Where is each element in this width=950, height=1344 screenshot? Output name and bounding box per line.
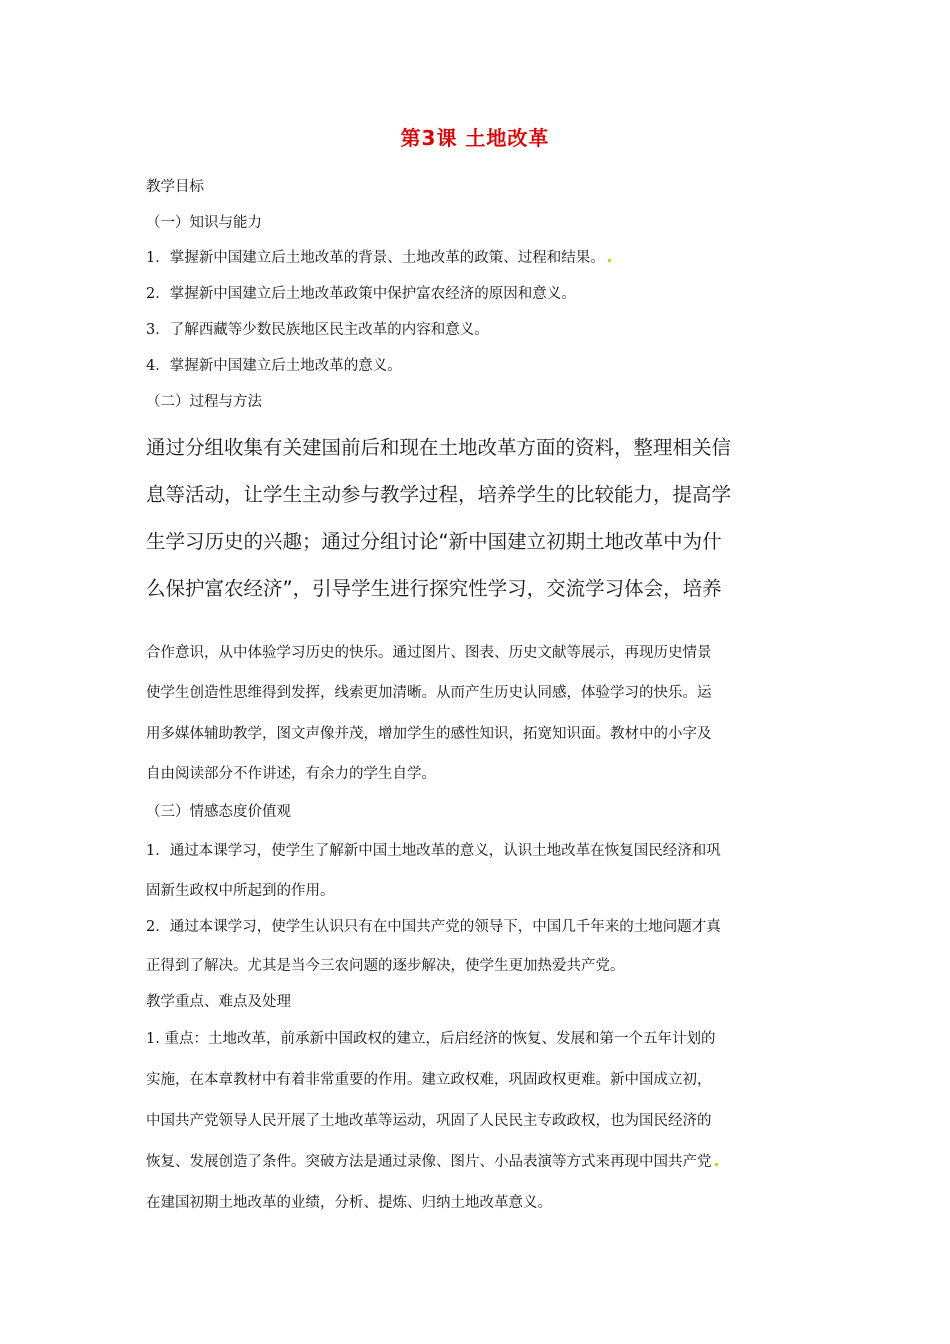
process-paragraph-line: 使学生创造性思维得到发挥，线索更加清晰。从而产生历史认同感，体验学习的快乐。运 [146, 685, 712, 701]
objective-item: 1．掌握新中国建立后土地改革的背景、土地改革的政策、过程和结果。 [146, 251, 611, 266]
process-paragraph-line: 合作意识，从中体验学习历史的快乐。通过图片、图表、历史文献等展示，再现历史情景 [146, 645, 712, 661]
process-paragraph-line: 通过分组收集有关建国前后和现在土地改革方面的资料，整理相关信 [146, 436, 732, 459]
subsection-process: （二）过程与方法 [146, 394, 262, 410]
section-heading-key-points: 教学重点、难点及处理 [146, 994, 291, 1010]
objective-item: 4．掌握新中国建立后土地改革的意义。 [146, 358, 402, 374]
process-paragraph-line: 息等活动，让学生主动参与教学过程，培养学生的比较能力，提高学 [146, 483, 732, 506]
section-heading-objectives: 教学目标 [146, 179, 204, 195]
lesson-title: 第3课 土地改革 [400, 126, 550, 150]
process-paragraph-line: 么保护富农经济”，引导学生进行探究性学习，交流学习体会，培养 [146, 577, 722, 600]
process-paragraph-line: 用多媒体辅助教学，图文声像并茂，增加学生的感性知识，拓宽知识面。教材中的小字及 [146, 726, 712, 742]
process-paragraph-line: 生学习历史的兴趣；通过分组讨论“新中国建立初期土地改革中为什 [146, 530, 722, 553]
values-item: 固新生政权中所起到的作用。 [146, 883, 335, 899]
process-paragraph-line: 自由阅读部分不作讲述，有余力的学生自学。 [146, 766, 436, 782]
key-points-line: 中国共产党领导人民开展了土地改革等运动，巩固了人民民主专政政权，也为国民经济的 [146, 1113, 712, 1129]
values-item: 1．通过本课学习，使学生了解新中国土地改革的意义，认识土地改革在恢复国民经济和巩 [146, 843, 721, 859]
stray-mark [715, 1163, 718, 1166]
stray-mark [608, 259, 611, 262]
values-item: 正得到了解决。尤其是当今三农问题的逐步解决，使学生更加热爱共产党。 [146, 958, 625, 974]
key-points-line: 恢复、发展创造了条件。突破方法是通过录像、图片、小品表演等方式来再现中国共产党 [146, 1155, 718, 1170]
key-points-line: 实施，在本章教材中有着非常重要的作用。建立政权难，巩固政权更难。新中国成立初， [146, 1072, 712, 1088]
key-points-line: 1. 重点：土地改革，前承新中国政权的建立，后启经济的恢复、发展和第一个五年计划的 [146, 1031, 716, 1047]
objective-item: 3．了解西藏等少数民族地区民主改革的内容和意义。 [146, 322, 489, 338]
subsection-values: （三）情感态度价值观 [146, 804, 291, 820]
objective-item: 2．掌握新中国建立后土地改革政策中保护富农经济的原因和意义。 [146, 286, 576, 302]
subsection-knowledge: （一）知识与能力 [146, 215, 262, 231]
key-points-line: 在建国初期土地改革的业绩，分析、提炼、归纳土地改革意义。 [146, 1195, 552, 1211]
values-item: 2．通过本课学习，使学生认识只有在中国共产党的领导下，中国几千年来的土地问题才真 [146, 919, 721, 935]
